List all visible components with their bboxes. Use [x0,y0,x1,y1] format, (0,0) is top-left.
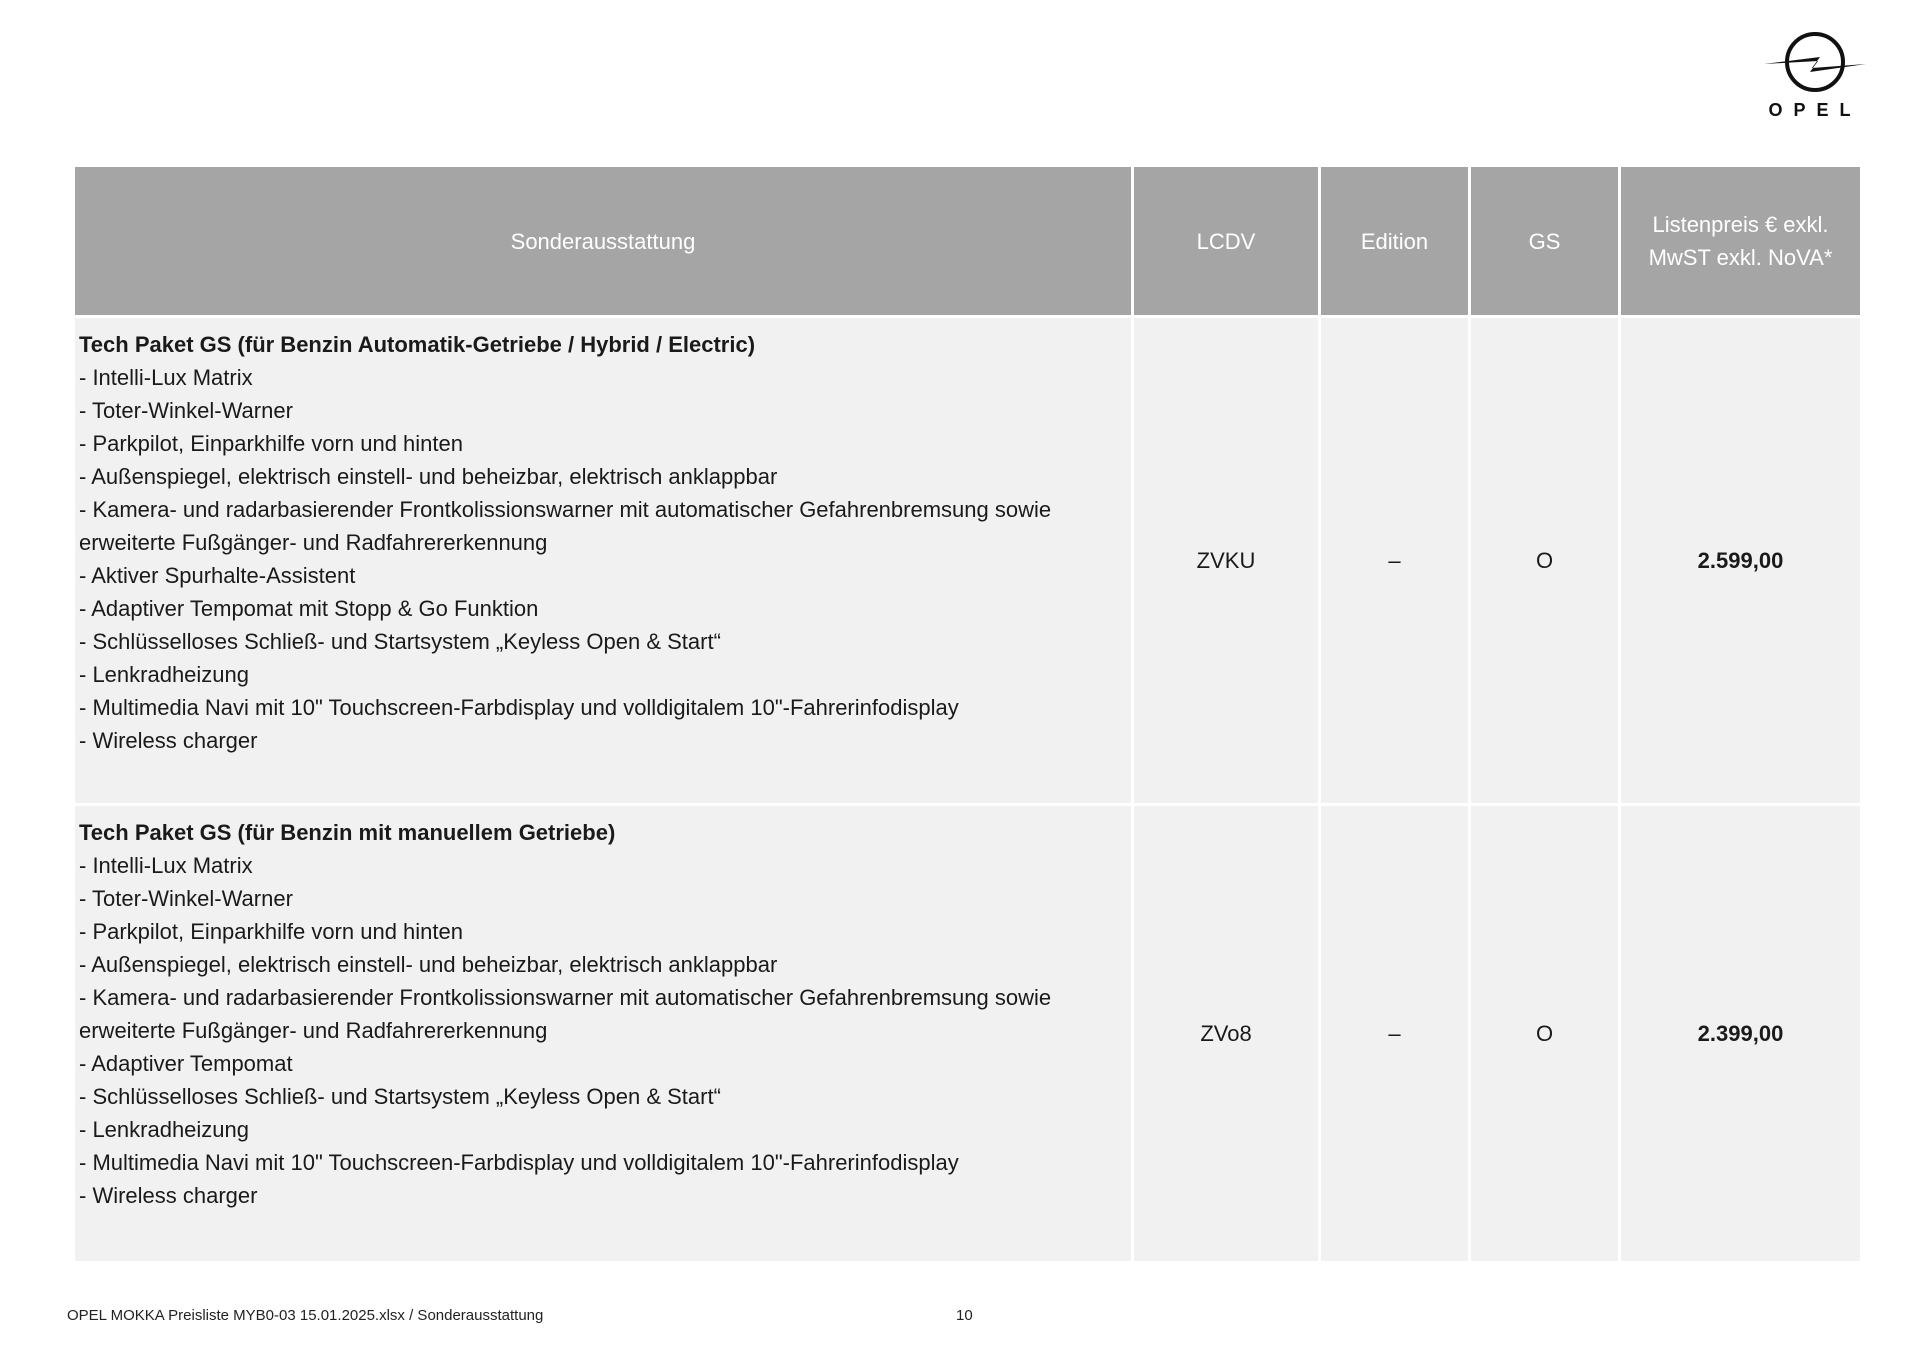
header-price [1621,167,1860,315]
header-lcdv: LCDV [1134,167,1318,315]
table-row [75,318,1860,803]
package-item: - Wireless charger [79,728,258,753]
package-item: - Kamera- und radarbasierender Frontkolissionswarner mit automatischer Gefahrenbremsung sowie [79,985,1052,1010]
package-item: - Intelli-Lux Matrix [79,853,253,878]
header-gs: GS [1471,167,1618,315]
table-row [75,806,1860,1261]
package-item: - Parkpilot, Einparkhilfe vorn und hinten [79,431,463,456]
table-header-row [75,167,1860,315]
package-item: erweiterte Fußgänger- und Radfahrererkennung [79,1018,548,1043]
package-title: Tech Paket GS (für Benzin mit manuellem Getriebe) [79,820,616,845]
package-item: - Parkpilot, Einparkhilfe vorn und hinten [79,919,463,944]
edition-cell: – [1321,318,1468,803]
package-item: - Aktiver Spurhalte-Assistent [79,563,356,588]
package-item: - Multimedia Navi mit 10" Touchscreen-Farbdisplay und volldigitalem 10"-Fahrerinfodisplay [79,695,959,720]
price-cell: 2.399,00 [1621,806,1860,1261]
package-item: - Außenspiegel, elektrisch einstell- und beheizbar, elektrisch anklappbar [79,952,778,977]
header-price-line1: Listenpreis € exkl. [1652,212,1829,237]
footer-text: OPEL MOKKA Preisliste MYB0-03 15.01.2025.xlsx / Sonderausstattung [67,1307,544,1324]
equipment-cell [75,806,1131,1261]
package-item: erweiterte Fußgänger- und Radfahrererkennung [79,530,548,555]
package-item: - Kamera- und radarbasierender Frontkolissionswarner mit automatischer Gefahrenbremsung sowie [79,497,1052,522]
gs-cell: O [1471,806,1618,1261]
package-item: - Adaptiver Tempomat mit Stopp & Go Funktion [79,596,539,621]
header-edition: Edition [1321,167,1468,315]
package-title: Tech Paket GS (für Benzin Automatik-Getriebe / Hybrid / Electric) [79,332,756,357]
lcdv-cell: ZVo8 [1134,806,1318,1261]
package-item: - Wireless charger [79,1183,258,1208]
brand-wordmark: OPEL [1768,100,1862,120]
price-table [72,164,1863,1264]
edition-cell: – [1321,806,1468,1261]
lcdv-cell: ZVKU [1134,318,1318,803]
package-item: - Intelli-Lux Matrix [79,365,253,390]
header-price-line2: MwST exkl. NoVA* [1648,245,1833,270]
package-item: - Toter-Winkel-Warner [79,886,293,911]
opel-blitz-icon [1760,28,1870,98]
package-item: - Außenspiegel, elektrisch einstell- und beheizbar, elektrisch anklappbar [79,464,778,489]
gs-cell: O [1471,318,1618,803]
package-item: - Lenkradheizung [79,1117,250,1142]
package-item: - Schlüsselloses Schließ- und Startsystem „Keyless Open & Start“ [79,629,721,654]
equipment-cell [75,318,1131,803]
package-item: - Schlüsselloses Schließ- und Startsystem „Keyless Open & Start“ [79,1084,721,1109]
package-item: - Toter-Winkel-Warner [79,398,293,423]
price-cell: 2.599,00 [1621,318,1860,803]
package-item: - Adaptiver Tempomat [79,1051,293,1076]
page-number: 10 [956,1307,973,1324]
opel-logo [1760,28,1870,128]
package-item: - Lenkradheizung [79,662,250,687]
header-equipment: Sonderausstattung [75,167,1131,315]
package-item: - Multimedia Navi mit 10" Touchscreen-Farbdisplay und volldigitalem 10"-Fahrerinfodisplay [79,1150,959,1175]
